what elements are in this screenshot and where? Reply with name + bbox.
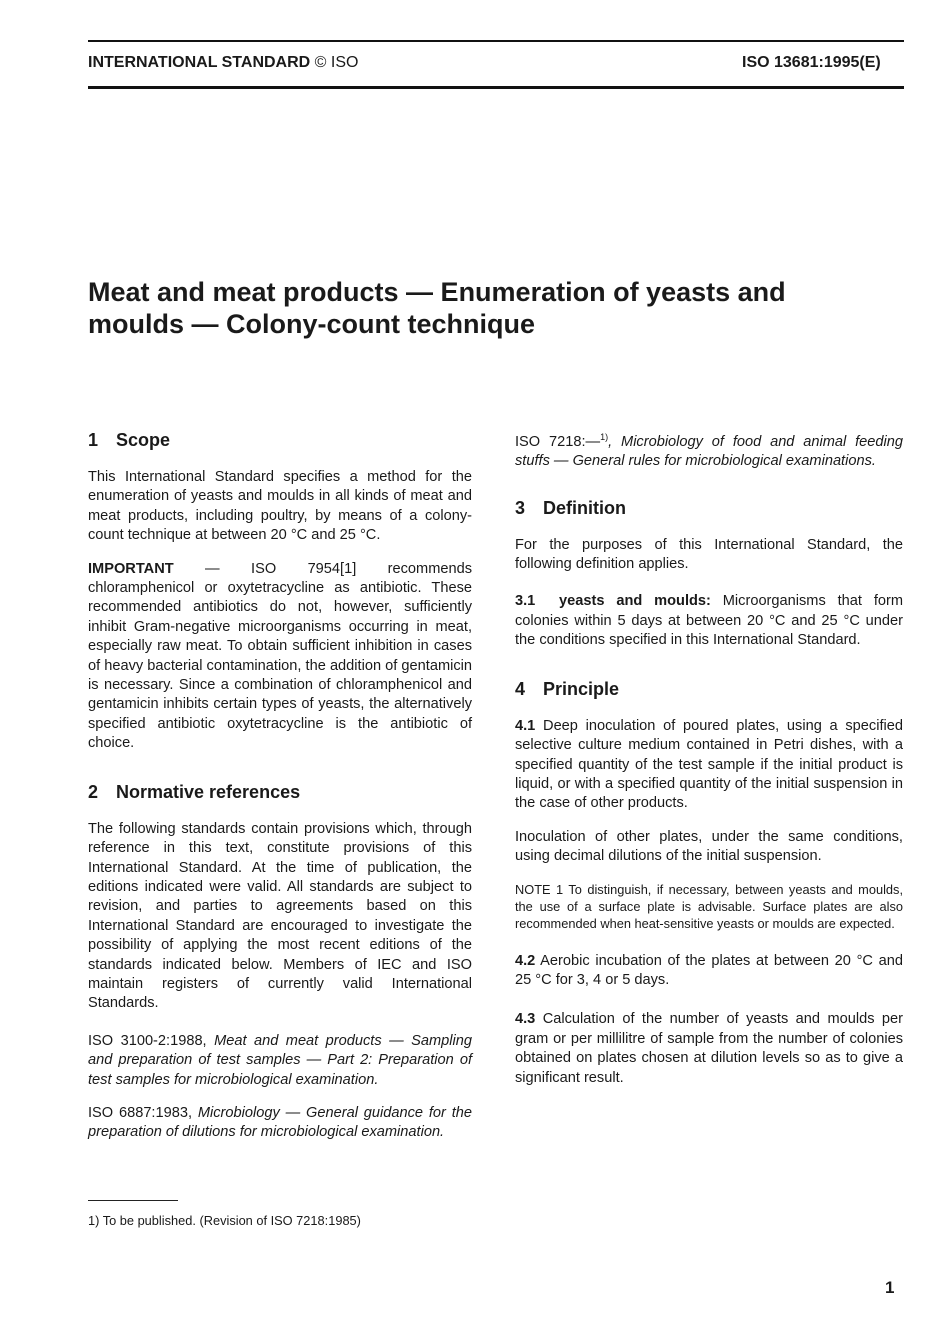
reference-item	[88, 1104, 472, 1143]
footnote: 1) To be published. (Revision of ISO 7218:1985)	[88, 1213, 361, 1228]
section-number: 3	[515, 497, 526, 518]
reference-item	[88, 1032, 472, 1090]
reference-code: ISO 6887:1983,	[88, 1104, 198, 1121]
reference-title: , Microbiology of food and animal feeding stuffs — General rules for microbiological examinations.	[515, 433, 903, 470]
section-title: Principle	[543, 678, 620, 699]
header-copyright: © ISO	[314, 54, 359, 71]
left-column	[88, 428, 472, 1157]
normative-paragraph: The following standards contain provisions which, through reference in this text, constitute provisions of this International Standard. At the time of publication, the editions indicated were valid. All standards are subject to revision, and parties to agreements based on this International Standard are encouraged to investigate the possibility of applying the most recent editions of the standards indicated below. Members of IEC and ISO maintain registers of currently valid International Standards.	[88, 820, 472, 1012]
clause-4-2	[515, 952, 903, 991]
term-name: yeasts and moulds:	[559, 593, 711, 610]
section-title: Scope	[116, 430, 171, 450]
title-line-1: Meat and meat products — Enumeration of yeasts and	[88, 277, 786, 307]
header-standard-label: INTERNATIONAL STANDARD	[88, 54, 311, 71]
note-1: NOTE 1 To distinguish, if necessary, between yeasts and moulds, the use of a surface plate is advisable. Surface plates are also recommended when heat-sensitive yeasts or moulds are expected.	[515, 881, 903, 931]
section-title: Normative references	[116, 781, 301, 802]
section-heading-scope	[88, 428, 472, 452]
important-label: IMPORTANT	[88, 560, 174, 577]
section-number: 1	[88, 430, 99, 450]
reference-code: ISO 3100-2:1988,	[88, 1032, 215, 1049]
document-title	[88, 276, 888, 340]
clause-text: Aerobic incubation of the plates at between 20 °C and 25 °C for 3, 4 or 5 days.	[515, 952, 903, 988]
section-number: 2	[88, 781, 99, 802]
reference-title: Meat and meat products — Sampling and preparation of test samples — Part 2: Preparation of test samples for microbiological examination.	[88, 1032, 473, 1088]
clause-number: 4.2	[515, 952, 536, 969]
reference-item	[515, 428, 903, 472]
header-doc-number: ISO 13681:1995(E)	[742, 54, 881, 71]
footnote-rule	[88, 1200, 178, 1201]
scope-paragraph: This International Standard specifies a method for the enumeration of yeasts and moulds in all kinds of meat and meat products, including poultry, by means of a colony-count technique at between 20 °C and 25 °C.	[88, 469, 472, 544]
term-number: 3.1	[515, 593, 536, 610]
reference-title: Microbiology — General guidance for the preparation of dilutions for microbiological examination.	[88, 1104, 472, 1141]
clause-text: Deep inoculation of poured plates, using a specified selective culture medium contained in Petri dishes, with a specified quantity of the test sample if the initial product is liquid, or with a specified quantity of the initial suspension in the case of other products.	[515, 717, 903, 812]
header-top-rule	[88, 40, 904, 42]
definition-intro: For the purposes of this International Standard, the following definition applies.	[515, 536, 903, 573]
clause-number: 4.1	[515, 717, 536, 734]
page-number: 1	[885, 1278, 895, 1297]
term-definition: Microorganisms that form colonies within 5 days at between 20 °C and 25 °C under the conditions specified in this International Standard.	[515, 593, 904, 649]
clause-number: 4.3	[515, 1011, 536, 1028]
clause-text: Calculation of the number of yeasts and moulds per gram or per millilitre of sample from the number of colonies obtained on plates chosen at dilution levels so as to give a significant result.	[515, 1011, 903, 1086]
clause-4-3	[515, 1010, 903, 1088]
section-number: 4	[515, 678, 526, 699]
header-bottom-rule	[88, 86, 904, 89]
important-text: — ISO 7954[1] recommends chloramphenicol or oxytetracycline as antibiotic. These recommended antibiotics do not, however, sufficiently inhibit Gram-negative microorganisms occurring in meat, especially raw meat. To obtain sufficient inhibition in cases of heavy bacterial contamination, the addition of gentamicin is necessary. Since a combination of chloramphenicol and gentamicin inhibits certain types of yeasts, the alternatively specified antibiotic oxytetracycline is the antibiotic of choice.	[88, 560, 472, 752]
clause-4-1	[515, 717, 903, 814]
header-left	[88, 54, 358, 72]
reference-code: ISO 7218:—	[515, 433, 601, 450]
right-column	[515, 428, 903, 1102]
footnote-marker: 1)	[600, 432, 609, 442]
section-heading-normative	[88, 780, 472, 804]
section-title: Definition	[543, 497, 626, 518]
title-line-2: moulds — Colony-count technique	[88, 309, 535, 339]
clause-4-1-continued: Inoculation of other plates, under the same conditions, using decimal dilutions of the initial suspension.	[515, 828, 903, 865]
definition-term	[515, 592, 903, 650]
section-heading-principle	[515, 677, 903, 701]
section-heading-definition	[515, 496, 903, 520]
important-paragraph	[88, 560, 472, 754]
